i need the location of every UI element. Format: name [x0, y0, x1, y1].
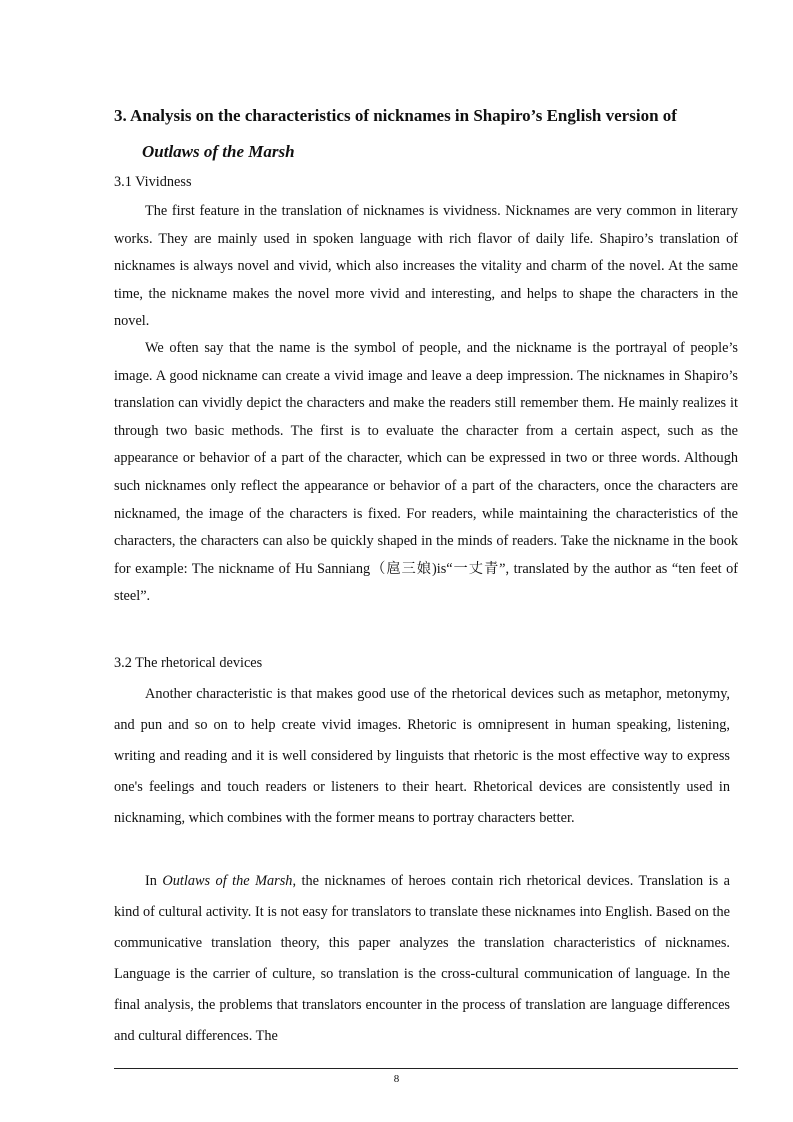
paragraph: Another characteristic is that makes good use of the rhetorical devices such as metaphor, metonymy, and pun and so on to help create vivid images. Rhetoric is omnipresent in human speaking, listening, writing and reading and it is well considered by linguists that rhetoric is the most effective way to express one's feelings and touch readers or listeners to their heart. Rhetorical devices are consistently used in nicknaming, which combines with the former means to portray characters better.: [114, 686, 730, 826]
paragraph-text: , the nicknames of heroes contain rich rhetorical devices. Translation is a kind of cultural activity. It is not easy for translators to translate these nicknames into English. Based on the communicative translation theory, this paper analyzes the translation characteristics of nicknames. Language is the carrier of culture, so translation is the cross-cultural communication of language. In the final analysis, the problems that translators encounter in the process of translation are language differences and cultural differences. The: [114, 873, 731, 1044]
section-heading: 3. Analysis on the characteristics of nicknames in Shapiro’s English version of: [114, 106, 677, 125]
paragraph: We often say that the name is the symbol of people, and the nickname is the portrayal of people’s image. A good nickname can create a vivid image and leave a deep impression. The nicknames in Shapiro’s translation can vividly depict the characters and make the readers still remember them. He mainly realizes it through two basic methods. The first is to evaluate the character from a certain aspect, such as the appearance or behavior of a part of the character, which can be expressed in two or three words. Although such nicknames only reflect the appearance or behavior of a part of the characters, once the characters are nicknamed, the image of the characters is fixed. For readers, while maintaining the characteristics of the characters, the characters can also be quickly shaped in the minds of readers. Take the nickname in the book for example: The nickname of Hu Sanniang（扈三娘)is“一丈青”, translated by the author as “ten feet of steel”.: [114, 340, 738, 605]
subsection-title-vividness: 3.1 Vividness: [114, 174, 192, 190]
subsection-title-rhetorical-devices: 3.2 The rhetorical devices: [114, 655, 263, 671]
paragraph: [114, 866, 730, 1052]
paragraph: The first feature in the translation of nicknames is vividness. Nicknames are very common in literary works. They are mainly used in spoken language with rich flavor of daily life. Shapiro’s translation of nicknames is always novel and vivid, which also increases the vitality and charm of the novel. At the same time, the nickname makes the novel more vivid and interesting, and helps to shape the characters in the novel.: [114, 203, 738, 330]
footer-rule: [114, 1068, 738, 1069]
section-heading-book-title: Outlaws of the Marsh: [142, 142, 295, 161]
book-title: Outlaws of the Marsh: [162, 873, 293, 889]
page-number: 8: [393, 1073, 400, 1085]
paragraph-lead: In: [145, 873, 163, 889]
